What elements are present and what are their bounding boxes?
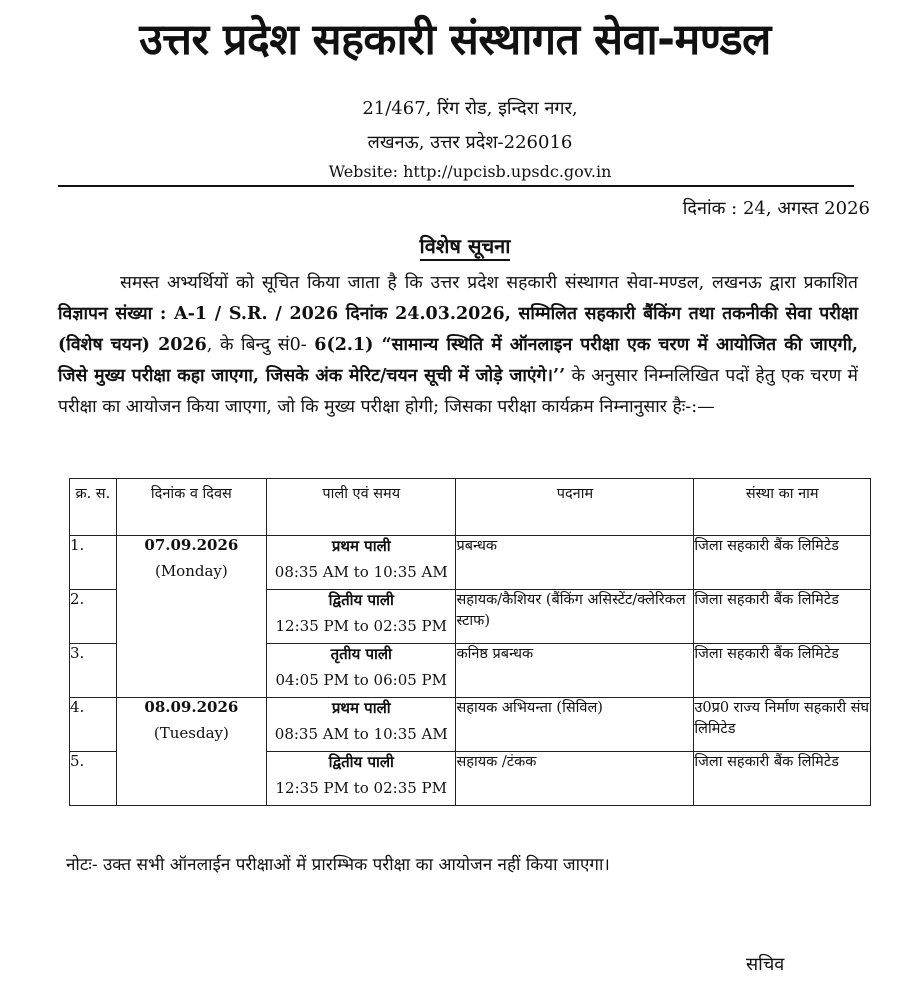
shift-time: 12:35 PM to 02:35 PM: [275, 617, 448, 635]
row-serial: 4.: [70, 698, 117, 752]
shift-name: प्रथम पाली: [331, 699, 391, 717]
shift-name: तृतीय पाली: [330, 645, 392, 663]
header-date: दिनांक व दिवस: [116, 479, 266, 536]
exam-date-cell: [116, 698, 266, 806]
org-name: जिला सहकारी बैंक लिमिटेड: [694, 752, 871, 806]
row-serial: 5.: [70, 752, 117, 806]
table-header-row: [70, 479, 871, 536]
post-name: प्रबन्धक: [456, 536, 694, 590]
header-org: संस्था का नाम: [694, 479, 871, 536]
shift-cell: [267, 698, 456, 752]
schedule-table: [69, 478, 871, 806]
shift-time: 08:35 AM to 10:35 AM: [274, 725, 448, 743]
address-line-2: लखनऊ, उत्तर प्रदेश-226016: [367, 132, 573, 153]
org-name: जिला सहकारी बैंक लिमिटेड: [694, 536, 871, 590]
para-text-1: समस्त अभ्यर्थियों को सूचित किया जाता है कि उत्तर प्रदेश सहकारी संस्थागत सेवा-मण्डल, लखनऊ द्वारा प्रकाशित: [120, 273, 858, 293]
post-name: कनिष्ठ प्रबन्धक: [456, 644, 694, 698]
org-name: जिला सहकारी बैंक लिमिटेड: [694, 644, 871, 698]
exam-date: 08.09.2026: [144, 698, 239, 716]
address-line-1: 21/467, रिंग रोड, इन्दिरा नगर,: [362, 98, 578, 119]
post-name: सहायक अभियन्ता (सिविल): [456, 698, 694, 752]
exam-date: 07.09.2026: [144, 536, 239, 554]
header-serial: क्र. स.: [70, 479, 117, 536]
notice-heading: [0, 232, 910, 259]
post-name: सहायक/कैशियर (बैंकिंग असिस्टेंट/क्लेरिकल स्टाफ): [456, 590, 694, 644]
shift-cell: [267, 536, 456, 590]
header-post: पदनाम: [456, 479, 694, 536]
shift-time: 12:35 PM to 02:35 PM: [275, 779, 448, 797]
row-serial: 1.: [70, 536, 117, 590]
website-text: Website: http://upcisb.upsdc.gov.in: [328, 162, 612, 181]
header-divider: [58, 185, 854, 187]
shift-time: 08:35 AM to 10:35 AM: [274, 563, 448, 581]
para-bold-2: 6(2.1) “सामान्य स्थिति में ऑनलाइन परीक्षा एक चरण में आयोजित की जाएगी, जिसे मुख्य परीक्षा कहा जाएगा, जिसके अंक मेरिट/चयन सूची में जोड़े जाएंगे।’’: [58, 335, 858, 386]
shift-cell: [267, 590, 456, 644]
shift-time: 04:05 PM to 06:05 PM: [275, 671, 448, 689]
header-shift: पाली एवं समय: [267, 479, 456, 536]
shift-name: प्रथम पाली: [331, 537, 391, 555]
notice-paragraph: [58, 268, 858, 423]
footnote: नोटः- उक्त सभी ऑनलाईन परीक्षाओं में प्रारम्भिक परीक्षा का आयोजन नहीं किया जाएगा।: [66, 855, 610, 875]
para-text-3: के अनुसार निम्नलिखित पदों हेतु एक चरण में परीक्षा का आयोजन किया जाएगा, जो कि मुख्य परीक्षा होगी; जिसका परीक्षा कार्यक्रम निम्नानुसार हैः-:—: [58, 366, 858, 417]
para-text-2: , के बिन्दु सं0-: [206, 335, 315, 355]
signature: सचिव: [746, 954, 785, 975]
post-name: सहायक /टंकक: [456, 752, 694, 806]
shift-cell: [267, 644, 456, 698]
notice-date: दिनांक : 24, अगस्त 2026: [682, 198, 870, 219]
table-row: [70, 536, 871, 590]
row-serial: 2.: [70, 590, 117, 644]
org-name: जिला सहकारी बैंक लिमिटेड: [694, 590, 871, 644]
notice-heading-text: विशेष सूचना: [420, 234, 511, 261]
org-title: उत्तर प्रदेश सहकारी संस्थागत सेवा-मण्डल: [139, 15, 771, 65]
para-bold-1: विज्ञापन संख्या : A-1 / S.R. / 2026 दिनांक 24.03.2026, सम्मिलित सहकारी बैंकिंग तथा तकनीकी सेवा परीक्षा (विशेष चयन) 2026: [58, 304, 858, 355]
row-serial: 3.: [70, 644, 117, 698]
shift-name: द्वितीय पाली: [328, 591, 394, 609]
exam-day: (Tuesday): [153, 724, 229, 742]
exam-day: (Monday): [154, 562, 228, 580]
exam-date-cell: [116, 536, 266, 698]
org-name: उ0प्र0 राज्य निर्माण सहकारी संघ लिमिटेड: [694, 698, 871, 752]
table-row: [70, 698, 871, 752]
shift-cell: [267, 752, 456, 806]
shift-name: द्वितीय पाली: [328, 753, 394, 771]
